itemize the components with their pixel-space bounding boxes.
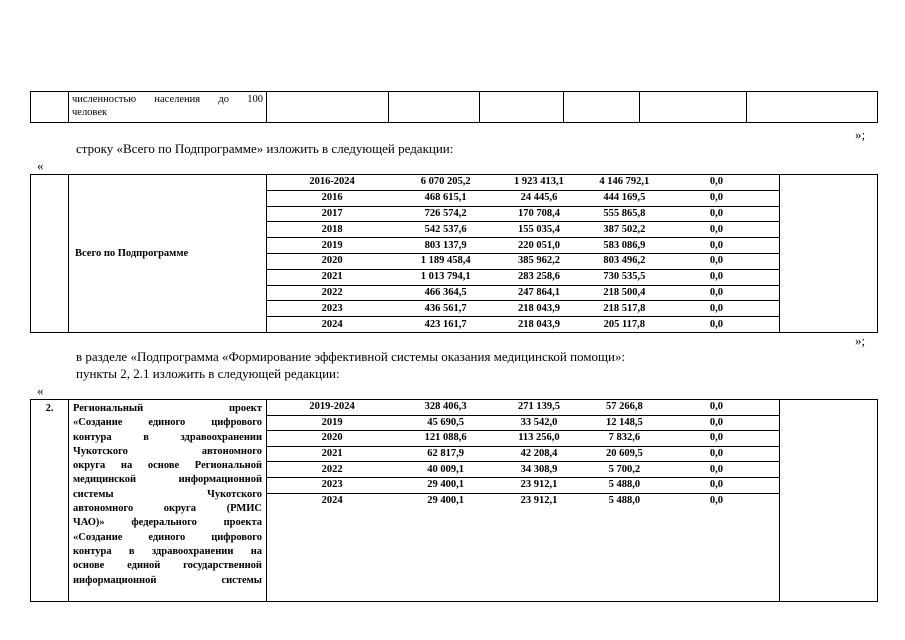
project-year-cell: 2022	[267, 462, 397, 478]
total-label-cell	[69, 175, 267, 333]
project-row	[267, 431, 779, 447]
total-value-c2-cell: 218 043,9	[494, 317, 584, 332]
total-year-cell: 2022	[267, 285, 397, 301]
total-row	[267, 301, 779, 317]
opening-quote-2: «	[37, 383, 44, 398]
project-year-cell: 2021	[267, 446, 397, 462]
total-value-c4-cell: 0,0	[665, 285, 779, 301]
top-continuation-table	[30, 91, 878, 123]
project-year-cell: 2024	[267, 493, 397, 601]
total-year-cell: 2024	[267, 317, 397, 332]
total-year-cell: 2019	[267, 238, 397, 254]
total-value-c3-cell: 4 146 792,1	[599, 176, 650, 188]
top-num-cell	[31, 92, 69, 123]
total-value-c3-cell: 730 535,5	[584, 269, 665, 285]
project-value-c1-cell: 121 088,6	[397, 431, 494, 447]
project-values-cell	[267, 400, 780, 602]
total-value-c4-cell: 0,0	[709, 176, 723, 188]
total-year-cell: 2023	[267, 301, 397, 317]
instruction-1: строку «Всего по Подпрограмме» изложить в следующей редакции:	[76, 141, 454, 156]
total-value-c1-cell: 436 561,7	[397, 301, 494, 317]
project-num-cell	[31, 400, 69, 602]
project-row	[267, 415, 779, 431]
total-num-cell	[31, 175, 69, 333]
total-value-c2-cell: 1 923 413,1	[514, 176, 564, 188]
project-row	[267, 477, 779, 493]
project-year-cell: 2020	[267, 431, 397, 447]
project-label-line: округа на основе Региональной	[73, 460, 262, 472]
project-label-line: «Создание единого цифрового	[73, 417, 262, 429]
project-value-c4-cell: 0,0	[665, 493, 779, 601]
total-row	[267, 206, 779, 222]
total-value-c3-cell: 803 496,2	[584, 253, 665, 269]
project-value-c1-cell: 328 406,3	[424, 401, 467, 413]
project-value-c1-cell: 40 009,1	[397, 462, 494, 478]
project-value-c1-cell: 29 400,1	[397, 477, 494, 493]
project-label-line: информационной системы	[73, 574, 262, 586]
project-label-line: Региональный проект	[73, 403, 262, 414]
project-year-cell: 2023	[267, 477, 397, 493]
project-value-c1-cell: 62 817,9	[397, 446, 494, 462]
project-label-line: ЧАО)» федерального проекта	[73, 517, 262, 529]
project-label-line: контура в здравоохранении	[73, 431, 262, 443]
project-value-c3-cell: 5 488,0	[584, 477, 665, 493]
project-row	[267, 400, 779, 415]
total-value-c4-cell: 0,0	[665, 317, 779, 332]
total-value-c1-cell: 6 070 205,2	[420, 176, 471, 188]
project-year-cell: 2019-2024	[309, 401, 355, 413]
project-label-line: Чукотского автономного	[73, 445, 262, 457]
total-value-c2-cell: 283 258,6	[494, 269, 584, 285]
total-value-c1-cell: 542 537,6	[397, 222, 494, 238]
total-value-c3-cell: 218 517,8	[584, 301, 665, 317]
total-value-c3-cell: 218 500,4	[584, 285, 665, 301]
total-row	[267, 317, 779, 332]
project-value-c4-cell: 0,0	[665, 462, 779, 478]
project-value-c4-cell: 0,0	[665, 446, 779, 462]
project-row	[267, 493, 779, 601]
total-value-c4-cell: 0,0	[665, 269, 779, 285]
total-value-c2-cell: 247 864,1	[494, 285, 584, 301]
total-label: Всего по Подпрограмме	[75, 247, 189, 259]
project-label-line: основе единой государственной	[73, 560, 262, 572]
total-row	[267, 269, 779, 285]
project-label-line: медицинской информационной	[73, 474, 262, 486]
project-value-c4-cell: 0,0	[665, 477, 779, 493]
total-value-c1-cell: 1 189 458,4	[397, 253, 494, 269]
project-value-c2-cell: 33 542,0	[494, 415, 584, 431]
total-value-c1-cell: 803 137,9	[397, 238, 494, 254]
total-value-c1-cell: 423 161,7	[397, 317, 494, 332]
project-table	[30, 399, 878, 602]
total-year-cell: 2016	[267, 190, 397, 206]
project-value-c2-cell: 34 308,9	[494, 462, 584, 478]
total-value-c3-cell: 583 086,9	[584, 238, 665, 254]
instruction-2-line-2: пункты 2, 2.1 изложить в следующей редакции:	[76, 366, 340, 381]
total-value-c2-cell: 24 445,6	[494, 190, 584, 206]
top-desc-cell	[69, 92, 267, 123]
project-label-cell	[69, 400, 267, 602]
project-row	[267, 462, 779, 478]
project-number: 2.	[45, 403, 54, 414]
total-value-c4-cell: 0,0	[665, 222, 779, 238]
total-row	[267, 253, 779, 269]
total-row	[267, 238, 779, 254]
total-value-c1-cell: 468 615,1	[397, 190, 494, 206]
project-label-line: «Создание единого цифрового	[73, 531, 262, 543]
project-value-c4-cell: 0,0	[665, 415, 779, 431]
total-value-c2-cell: 170 708,4	[494, 206, 584, 222]
total-table	[30, 174, 878, 333]
total-year-cell: 2020	[267, 253, 397, 269]
opening-quote-1: «	[37, 158, 44, 173]
closing-quote-2: »;	[855, 333, 866, 348]
project-label-line: контура в здравоохранении на	[73, 545, 262, 557]
project-value-c2-cell: 271 139,5	[517, 401, 560, 413]
project-value-c3-cell: 12 148,5	[584, 415, 665, 431]
total-value-c3-cell: 205 117,8	[584, 317, 665, 332]
total-value-c4-cell: 0,0	[665, 238, 779, 254]
total-extra-cell	[780, 175, 878, 333]
total-year-cell: 2017	[267, 206, 397, 222]
total-value-c1-cell: 726 574,2	[397, 206, 494, 222]
total-value-c3-cell: 555 865,8	[584, 206, 665, 222]
project-values-grid	[267, 400, 779, 601]
total-value-c2-cell: 385 962,2	[494, 253, 584, 269]
project-value-c1-cell: 29 400,1	[397, 493, 494, 601]
total-year-cell: 2016-2024	[309, 176, 355, 188]
project-value-c1-cell: 45 690,5	[397, 415, 494, 431]
total-value-c2-cell: 220 051,0	[494, 238, 584, 254]
total-row	[267, 285, 779, 301]
project-value-c4-cell: 0,0	[665, 431, 779, 447]
project-value-c3-cell: 5 488,0	[584, 493, 665, 601]
top-desc-line2: человек	[72, 107, 108, 118]
project-value-c3-cell: 57 266,8	[605, 401, 643, 413]
project-value-c4-cell: 0,0	[709, 401, 723, 413]
total-value-c4-cell: 0,0	[665, 206, 779, 222]
total-value-c2-cell: 155 035,4	[494, 222, 584, 238]
total-value-c4-cell: 0,0	[665, 253, 779, 269]
total-value-c2-cell: 218 043,9	[494, 301, 584, 317]
total-value-c4-cell: 0,0	[665, 190, 779, 206]
total-value-c3-cell: 444 169,5	[584, 190, 665, 206]
project-value-c2-cell: 42 208,4	[494, 446, 584, 462]
total-value-c3-cell: 387 502,2	[584, 222, 665, 238]
total-value-c1-cell: 466 364,5	[397, 285, 494, 301]
total-value-c4-cell: 0,0	[665, 301, 779, 317]
total-year-cell: 2021	[267, 269, 397, 285]
top-desc-line1: численностью населения до 100	[72, 94, 263, 105]
project-year-cell: 2019	[267, 415, 397, 431]
project-value-c2-cell: 113 256,0	[494, 431, 584, 447]
project-row	[267, 446, 779, 462]
project-value-c3-cell: 5 700,2	[584, 462, 665, 478]
project-label	[69, 400, 266, 588]
instruction-2-line-1: в разделе «Подпрограмма «Формирование эффективной системы оказания медицинской помощи»:	[76, 349, 626, 364]
total-row	[267, 190, 779, 206]
total-values-grid	[267, 175, 779, 332]
closing-quote-1: »;	[855, 127, 866, 142]
project-value-c3-cell: 20 609,5	[584, 446, 665, 462]
total-row	[267, 175, 779, 190]
project-value-c3-cell: 7 832,6	[584, 431, 665, 447]
project-extra-cell	[780, 400, 878, 602]
project-value-c2-cell: 23 912,1	[494, 493, 584, 601]
total-row	[267, 222, 779, 238]
project-label-line: системы Чукотского	[73, 488, 262, 500]
total-value-c1-cell: 1 013 794,1	[397, 269, 494, 285]
total-year-cell: 2018	[267, 222, 397, 238]
project-value-c2-cell: 23 912,1	[494, 477, 584, 493]
total-values-cell	[267, 175, 780, 333]
project-label-line: автономного округа (РМИС	[73, 503, 262, 515]
